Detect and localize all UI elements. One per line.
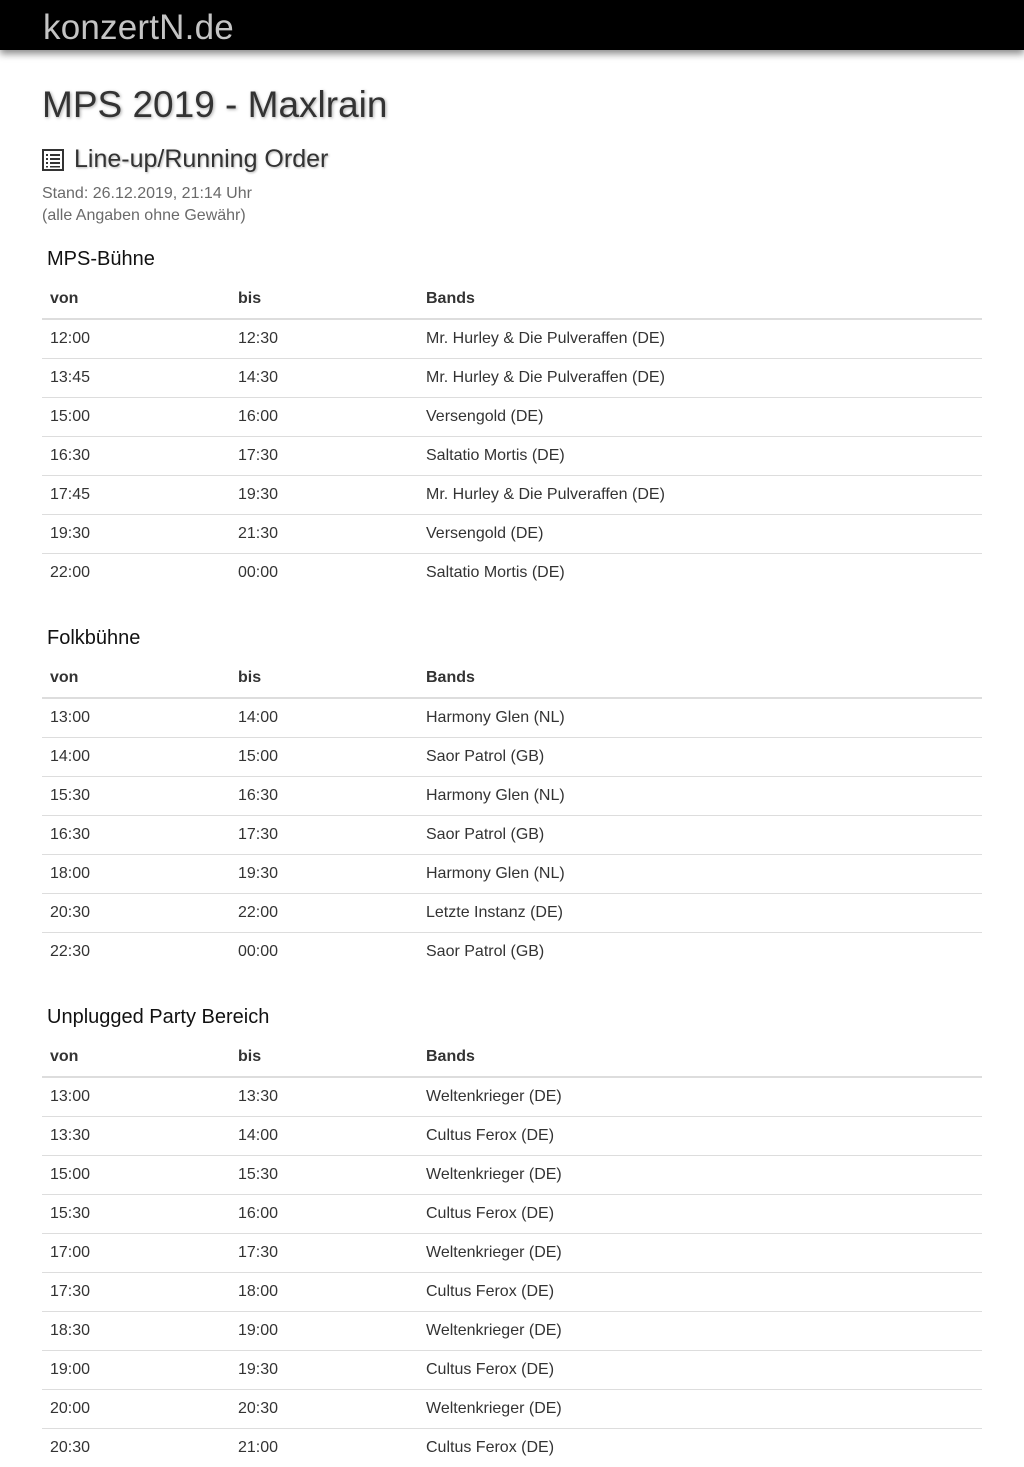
time-to: 14:00 [230, 1117, 418, 1156]
band-name: Saor Patrol (GB) [418, 816, 982, 855]
stage-title: Folkbühne [47, 625, 982, 651]
band-name: Weltenkrieger (DE) [418, 1312, 982, 1351]
table-header-row [42, 651, 982, 698]
table-row [42, 476, 982, 515]
time-from: 20:30 [42, 894, 230, 933]
band-name: Weltenkrieger (DE) [418, 1234, 982, 1273]
table-row [42, 855, 982, 894]
column-header-to: bis [230, 1030, 418, 1077]
time-from: 15:30 [42, 1195, 230, 1234]
band-name: Cultus Ferox (DE) [418, 1117, 982, 1156]
time-from: 14:00 [42, 738, 230, 777]
time-from: 19:30 [42, 515, 230, 554]
band-name: Weltenkrieger (DE) [418, 1156, 982, 1195]
table-row [42, 1390, 982, 1429]
band-name: Mr. Hurley & Die Pulveraffen (DE) [418, 359, 982, 398]
table-header-row [42, 272, 982, 319]
stage-title: Unplugged Party Bereich [47, 1004, 982, 1030]
table-row [42, 1156, 982, 1195]
band-name: Harmony Glen (NL) [418, 698, 982, 738]
band-name: Cultus Ferox (DE) [418, 1429, 982, 1467]
list-icon [42, 148, 64, 170]
time-from: 17:45 [42, 476, 230, 515]
table-row [42, 698, 982, 738]
time-to: 17:30 [230, 437, 418, 476]
time-from: 18:30 [42, 1312, 230, 1351]
table-row [42, 437, 982, 476]
time-to: 22:00 [230, 894, 418, 933]
band-name: Harmony Glen (NL) [418, 777, 982, 816]
time-from: 13:00 [42, 698, 230, 738]
time-from: 15:00 [42, 1156, 230, 1195]
table-row [42, 1312, 982, 1351]
time-to: 17:30 [230, 816, 418, 855]
column-header-to: bis [230, 272, 418, 319]
time-to: 16:00 [230, 398, 418, 437]
time-from: 19:00 [42, 1351, 230, 1390]
band-name: Saltatio Mortis (DE) [418, 437, 982, 476]
time-from: 18:00 [42, 855, 230, 894]
table-row [42, 1195, 982, 1234]
time-to: 13:30 [230, 1077, 418, 1117]
time-to: 12:30 [230, 319, 418, 359]
time-to: 20:30 [230, 1390, 418, 1429]
table-row [42, 1429, 982, 1467]
band-name: Saltatio Mortis (DE) [418, 554, 982, 593]
time-to: 16:30 [230, 777, 418, 816]
band-name: Mr. Hurley & Die Pulveraffen (DE) [418, 319, 982, 359]
time-from: 20:30 [42, 1429, 230, 1467]
disclaimer: (alle Angaben ohne Gewähr) [42, 205, 982, 227]
time-to: 15:30 [230, 1156, 418, 1195]
schedule-table [42, 651, 982, 971]
time-from: 13:30 [42, 1117, 230, 1156]
time-to: 19:30 [230, 855, 418, 894]
time-to: 00:00 [230, 554, 418, 593]
table-row [42, 738, 982, 777]
time-from: 12:00 [42, 319, 230, 359]
table-row [42, 1273, 982, 1312]
time-from: 22:00 [42, 554, 230, 593]
time-to: 16:00 [230, 1195, 418, 1234]
time-from: 15:30 [42, 777, 230, 816]
band-name: Mr. Hurley & Die Pulveraffen (DE) [418, 476, 982, 515]
table-row [42, 1351, 982, 1390]
band-name: Weltenkrieger (DE) [418, 1077, 982, 1117]
column-header-bands: Bands [418, 1030, 982, 1077]
table-row [42, 319, 982, 359]
time-from: 13:45 [42, 359, 230, 398]
band-name: Weltenkrieger (DE) [418, 1390, 982, 1429]
stand-timestamp: Stand: 26.12.2019, 21:14 Uhr [42, 183, 982, 205]
time-from: 13:00 [42, 1077, 230, 1117]
band-name: Saor Patrol (GB) [418, 738, 982, 777]
table-row [42, 816, 982, 855]
time-to: 19:30 [230, 1351, 418, 1390]
time-from: 15:00 [42, 398, 230, 437]
main-content [42, 50, 982, 1467]
table-row [42, 398, 982, 437]
stage-title: MPS-Bühne [47, 246, 982, 272]
column-header-from: von [42, 651, 230, 698]
time-to: 14:00 [230, 698, 418, 738]
time-to: 14:30 [230, 359, 418, 398]
band-name: Harmony Glen (NL) [418, 855, 982, 894]
time-from: 16:30 [42, 816, 230, 855]
time-to: 21:00 [230, 1429, 418, 1467]
time-from: 16:30 [42, 437, 230, 476]
time-from: 22:30 [42, 933, 230, 972]
meta-info [42, 183, 982, 227]
table-row [42, 894, 982, 933]
stages-container [42, 246, 982, 1467]
time-from: 17:00 [42, 1234, 230, 1273]
table-row [42, 554, 982, 593]
table-row [42, 1117, 982, 1156]
time-to: 15:00 [230, 738, 418, 777]
schedule-table [42, 1030, 982, 1467]
table-row [42, 359, 982, 398]
column-header-from: von [42, 1030, 230, 1077]
table-row [42, 1234, 982, 1273]
band-name: Cultus Ferox (DE) [418, 1351, 982, 1390]
time-from: 20:00 [42, 1390, 230, 1429]
table-row [42, 777, 982, 816]
band-name: Cultus Ferox (DE) [418, 1273, 982, 1312]
time-to: 21:30 [230, 515, 418, 554]
column-header-bands: Bands [418, 651, 982, 698]
band-name: Saor Patrol (GB) [418, 933, 982, 972]
time-to: 19:00 [230, 1312, 418, 1351]
band-name: Versengold (DE) [418, 515, 982, 554]
column-header-to: bis [230, 651, 418, 698]
column-header-bands: Bands [418, 272, 982, 319]
band-name: Cultus Ferox (DE) [418, 1195, 982, 1234]
section-subtitle [42, 144, 982, 174]
band-name: Letzte Instanz (DE) [418, 894, 982, 933]
time-to: 00:00 [230, 933, 418, 972]
brand-link[interactable]: konzertN.de [43, 8, 234, 48]
time-from: 17:30 [42, 1273, 230, 1312]
page-title: MPS 2019 - Maxlrain [42, 84, 982, 126]
navbar [0, 0, 1024, 50]
subtitle-text: Line-up/Running Order [74, 144, 328, 174]
table-row [42, 933, 982, 972]
table-row [42, 1077, 982, 1117]
column-header-from: von [42, 272, 230, 319]
table-row [42, 515, 982, 554]
band-name: Versengold (DE) [418, 398, 982, 437]
time-to: 17:30 [230, 1234, 418, 1273]
time-to: 18:00 [230, 1273, 418, 1312]
time-to: 19:30 [230, 476, 418, 515]
schedule-table [42, 272, 982, 592]
table-header-row [42, 1030, 982, 1077]
